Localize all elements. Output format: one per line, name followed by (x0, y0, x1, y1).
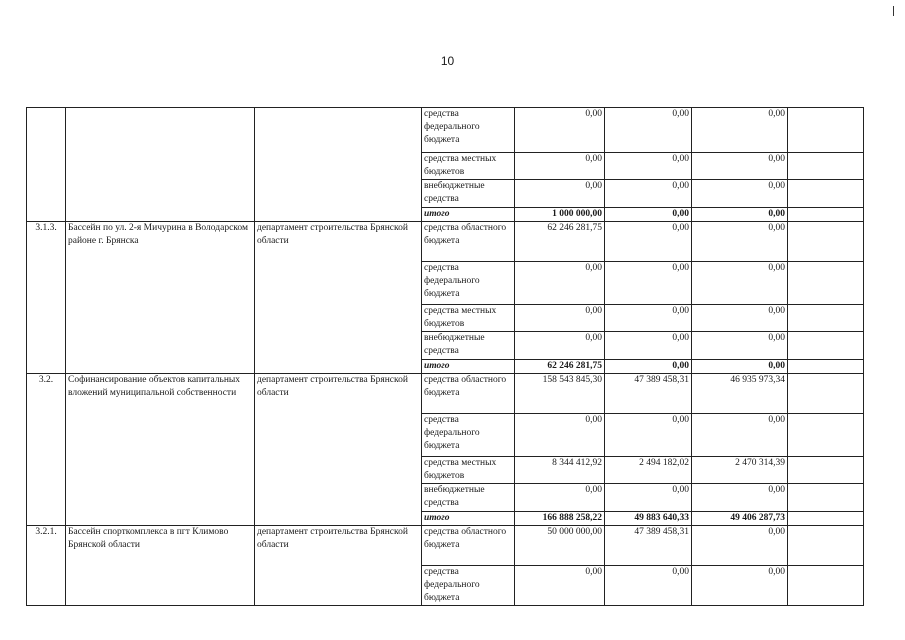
amount-year-3: 0,00 (692, 222, 788, 262)
amount-year-3: 0,00 (692, 305, 788, 332)
empty-cell (788, 180, 864, 208)
amount-year-2: 0,00 (605, 414, 692, 457)
funding-source: средства областного бюджета (422, 526, 515, 566)
amount-year-3: 46 935 973,34 (692, 374, 788, 414)
funding-source: средства федерального бюджета (422, 262, 515, 305)
empty-cell (788, 566, 864, 606)
amount-year-3: 0,00 (692, 332, 788, 360)
item-name (66, 108, 255, 222)
amount-year-2: 0,00 (605, 222, 692, 262)
budget-table-body (27, 108, 864, 606)
amount-year-1: 0,00 (515, 108, 605, 153)
amount-year-1: 0,00 (515, 153, 605, 180)
item-executor: департамент строительства Брянской области (255, 526, 422, 606)
amount-year-2: 0,00 (605, 360, 692, 374)
amount-year-1: 166 888 258,22 (515, 512, 605, 526)
amount-year-1: 62 246 281,75 (515, 222, 605, 262)
amount-year-3: 0,00 (692, 208, 788, 222)
empty-cell (788, 360, 864, 374)
item-name: Бассейн по ул. 2-я Мичурина в Володарском районе г. Брянска (66, 222, 255, 374)
amount-year-1: 8 344 412,92 (515, 457, 605, 484)
amount-year-3: 0,00 (692, 360, 788, 374)
amount-year-1: 0,00 (515, 180, 605, 208)
amount-year-2: 0,00 (605, 180, 692, 208)
empty-cell (788, 108, 864, 153)
funding-source: итого (422, 208, 515, 222)
amount-year-1: 0,00 (515, 262, 605, 305)
empty-cell (788, 305, 864, 332)
amount-year-3: 2 470 314,39 (692, 457, 788, 484)
funding-source: средства федерального бюджета (422, 414, 515, 457)
amount-year-3: 49 406 287,73 (692, 512, 788, 526)
amount-year-3: 0,00 (692, 108, 788, 153)
funding-source: внебюджетные средства (422, 332, 515, 360)
funding-source: средства областного бюджета (422, 222, 515, 262)
amount-year-3: 0,00 (692, 484, 788, 512)
amount-year-3: 0,00 (692, 153, 788, 180)
amount-year-3: 0,00 (692, 526, 788, 566)
amount-year-2: 0,00 (605, 108, 692, 153)
item-code: 3.1.3. (27, 222, 66, 374)
item-executor: департамент строительства Брянской области (255, 374, 422, 526)
item-code: 3.2.1. (27, 526, 66, 606)
amount-year-1: 158 543 845,30 (515, 374, 605, 414)
page-number: 10 (440, 54, 455, 68)
empty-cell (788, 208, 864, 222)
amount-year-2: 49 883 640,33 (605, 512, 692, 526)
empty-cell (788, 222, 864, 262)
amount-year-2: 0,00 (605, 262, 692, 305)
amount-year-1: 0,00 (515, 332, 605, 360)
amount-year-2: 47 389 458,31 (605, 374, 692, 414)
amount-year-1: 50 000 000,00 (515, 526, 605, 566)
amount-year-2: 2 494 182,02 (605, 457, 692, 484)
funding-source: средства федерального бюджета (422, 108, 515, 153)
item-executor (255, 108, 422, 222)
empty-cell (788, 332, 864, 360)
funding-source: средства местных бюджетов (422, 457, 515, 484)
empty-cell (788, 153, 864, 180)
amount-year-1: 1 000 000,00 (515, 208, 605, 222)
funding-source: средства местных бюджетов (422, 305, 515, 332)
amount-year-2: 47 389 458,31 (605, 526, 692, 566)
funding-source: внебюджетные средства (422, 484, 515, 512)
table-row (27, 222, 864, 262)
empty-cell (788, 262, 864, 305)
item-executor: департамент строительства Брянской области (255, 222, 422, 374)
amount-year-2: 0,00 (605, 208, 692, 222)
amount-year-2: 0,00 (605, 153, 692, 180)
item-code (27, 108, 66, 222)
empty-cell (788, 457, 864, 484)
amount-year-1: 0,00 (515, 484, 605, 512)
funding-source: итого (422, 360, 515, 374)
table-row (27, 526, 864, 566)
amount-year-1: 62 246 281,75 (515, 360, 605, 374)
amount-year-2: 0,00 (605, 332, 692, 360)
item-name: Софинансирование объектов капитальных вложений муниципальной собственности (66, 374, 255, 526)
table-row (27, 374, 864, 414)
amount-year-1: 0,00 (515, 305, 605, 332)
scan-edge-mark (893, 6, 894, 16)
funding-source: внебюджетные средства (422, 180, 515, 208)
amount-year-3: 0,00 (692, 566, 788, 606)
budget-table (26, 107, 864, 606)
amount-year-1: 0,00 (515, 414, 605, 457)
funding-source: итого (422, 512, 515, 526)
amount-year-1: 0,00 (515, 566, 605, 606)
amount-year-2: 0,00 (605, 305, 692, 332)
empty-cell (788, 374, 864, 414)
amount-year-3: 0,00 (692, 180, 788, 208)
amount-year-2: 0,00 (605, 566, 692, 606)
funding-source: средства федерального бюджета (422, 566, 515, 606)
empty-cell (788, 414, 864, 457)
item-name: Бассейн спорткомплекса в пгт Климово Брянской области (66, 526, 255, 606)
amount-year-3: 0,00 (692, 262, 788, 305)
amount-year-3: 0,00 (692, 414, 788, 457)
funding-source: средства местных бюджетов (422, 153, 515, 180)
funding-source: средства областного бюджета (422, 374, 515, 414)
empty-cell (788, 484, 864, 512)
amount-year-2: 0,00 (605, 484, 692, 512)
table-row (27, 108, 864, 153)
empty-cell (788, 526, 864, 566)
item-code: 3.2. (27, 374, 66, 526)
empty-cell (788, 512, 864, 526)
